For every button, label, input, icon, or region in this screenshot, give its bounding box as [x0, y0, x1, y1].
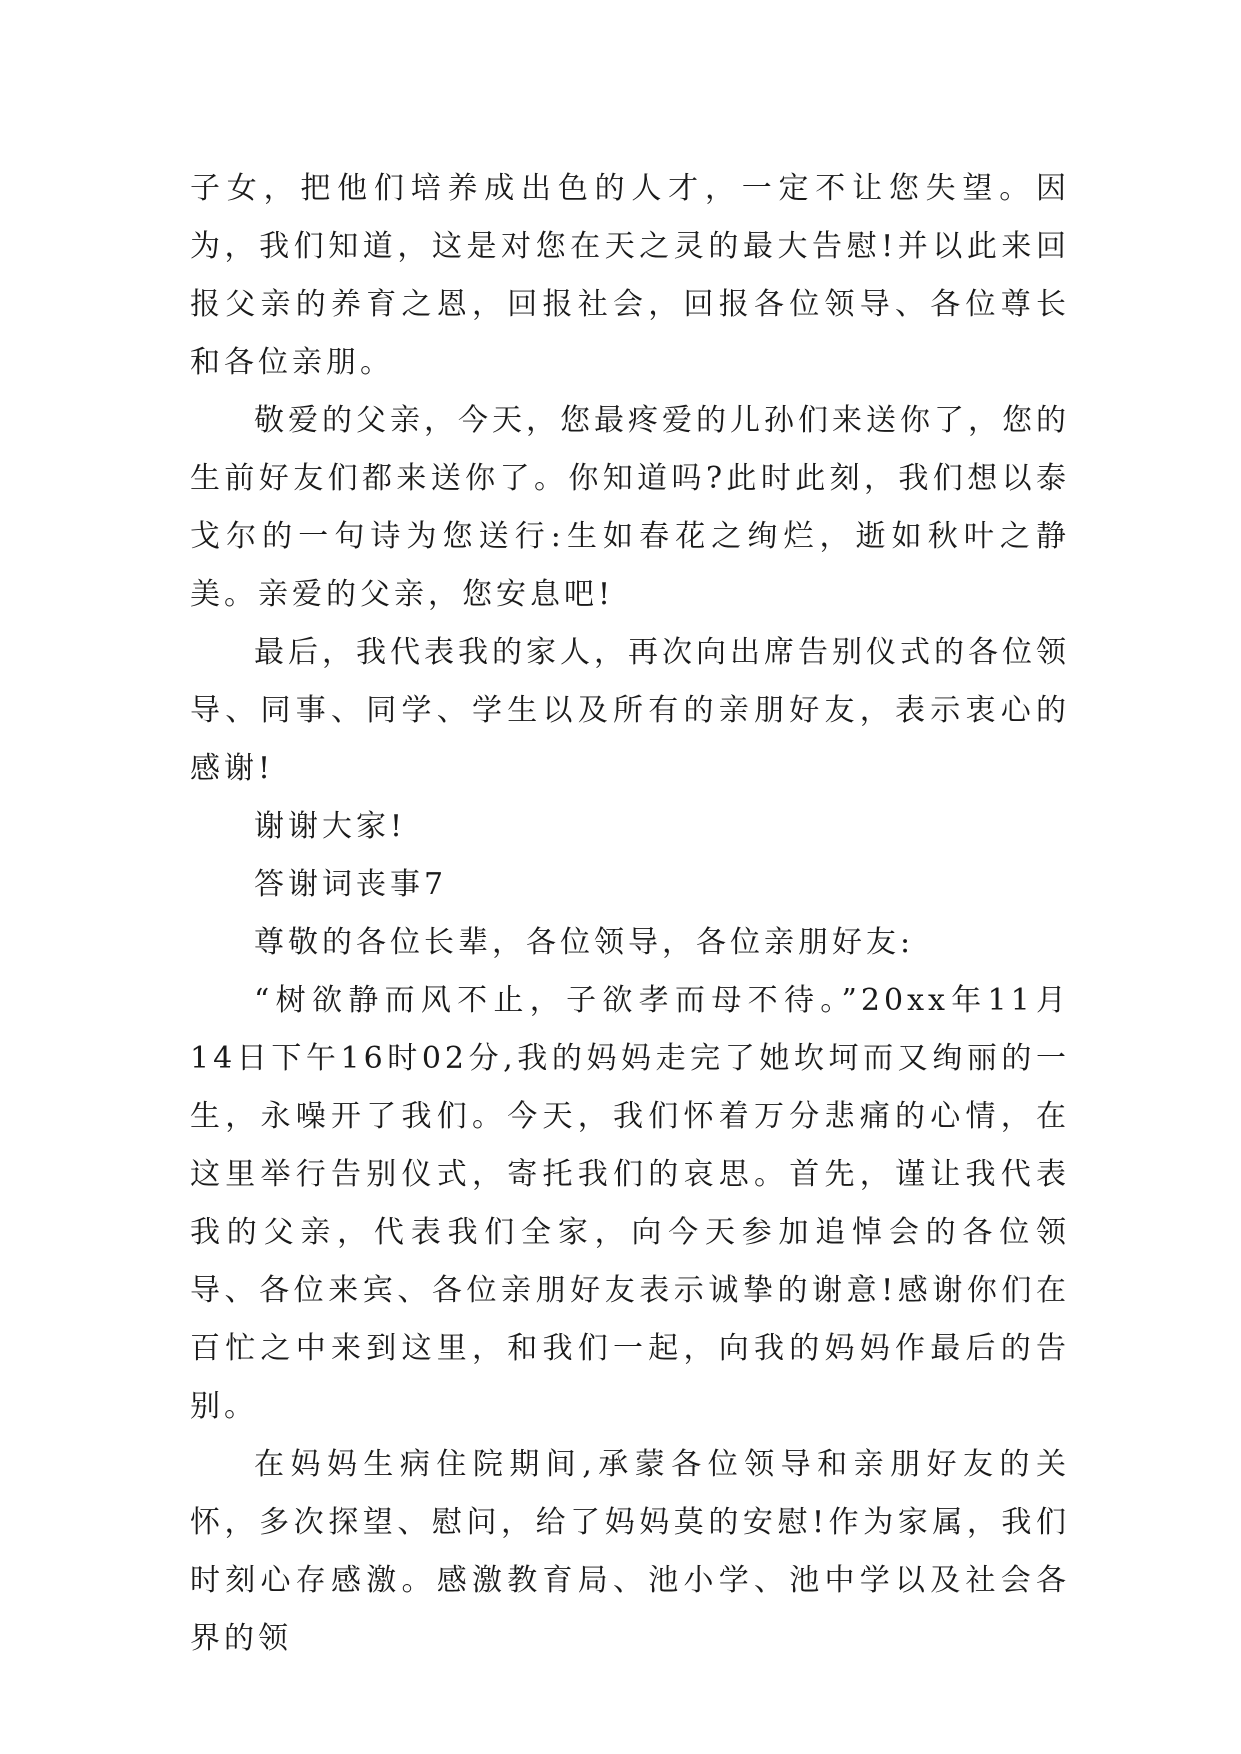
paragraph: 敬爱的父亲，今天，您最疼爱的儿孙们来送你了，您的生前好友们都来送你了。你知道吗?此时此刻，我们想以泰戈尔的一句诗为您送行:生如春花之绚烂，逝如秋叶之静美。亲爱的父亲，您安息吧! [190, 403, 1070, 612]
paragraph: 谢谢大家! [254, 809, 407, 844]
section-heading: 答谢词丧事7 [254, 867, 448, 902]
paragraph: 最后，我代表我的家人，再次向出席告别仪式的各位领导、同事、同学、学生以及所有的亲朋好友，表示衷心的感谢! [190, 635, 1070, 786]
paragraph: “树欲静而风不止，子欲孝而母不待。”20xx年11月14日下午16时02分,我的妈妈走完了她坎坷而又绚丽的一生，永噪开了我们。今天，我们怀着万分悲痛的心情，在这里举行告别仪式，寄托我们的哀思。首先，谨让我代表我的父亲，代表我们全家，向今天参加追悼会的各位领导、各位来宾、各位亲朋好友表示诚挚的谢意!感谢你们在百忙之中来到这里，和我们一起，向我的妈妈作最后的告别。 [190, 983, 1070, 1424]
salutation: 尊敬的各位长辈，各位领导，各位亲朋好友: [254, 925, 915, 960]
paragraph: 子女，把他们培养成出色的人才，一定不让您失望。因为，我们知道，这是对您在天之灵的最大告慰!并以此来回报父亲的养育之恩，回报社会，回报各位领导、各位尊长和各位亲朋。 [190, 171, 1070, 380]
document-body [190, 160, 1070, 1668]
paragraph: 在妈妈生病住院期间,承蒙各位领导和亲朋好友的关怀，多次探望、慰问，给了妈妈莫的安慰!作为家属，我们时刻心存感激。感激教育局、池小学、池中学以及社会各界的领 [190, 1447, 1070, 1656]
